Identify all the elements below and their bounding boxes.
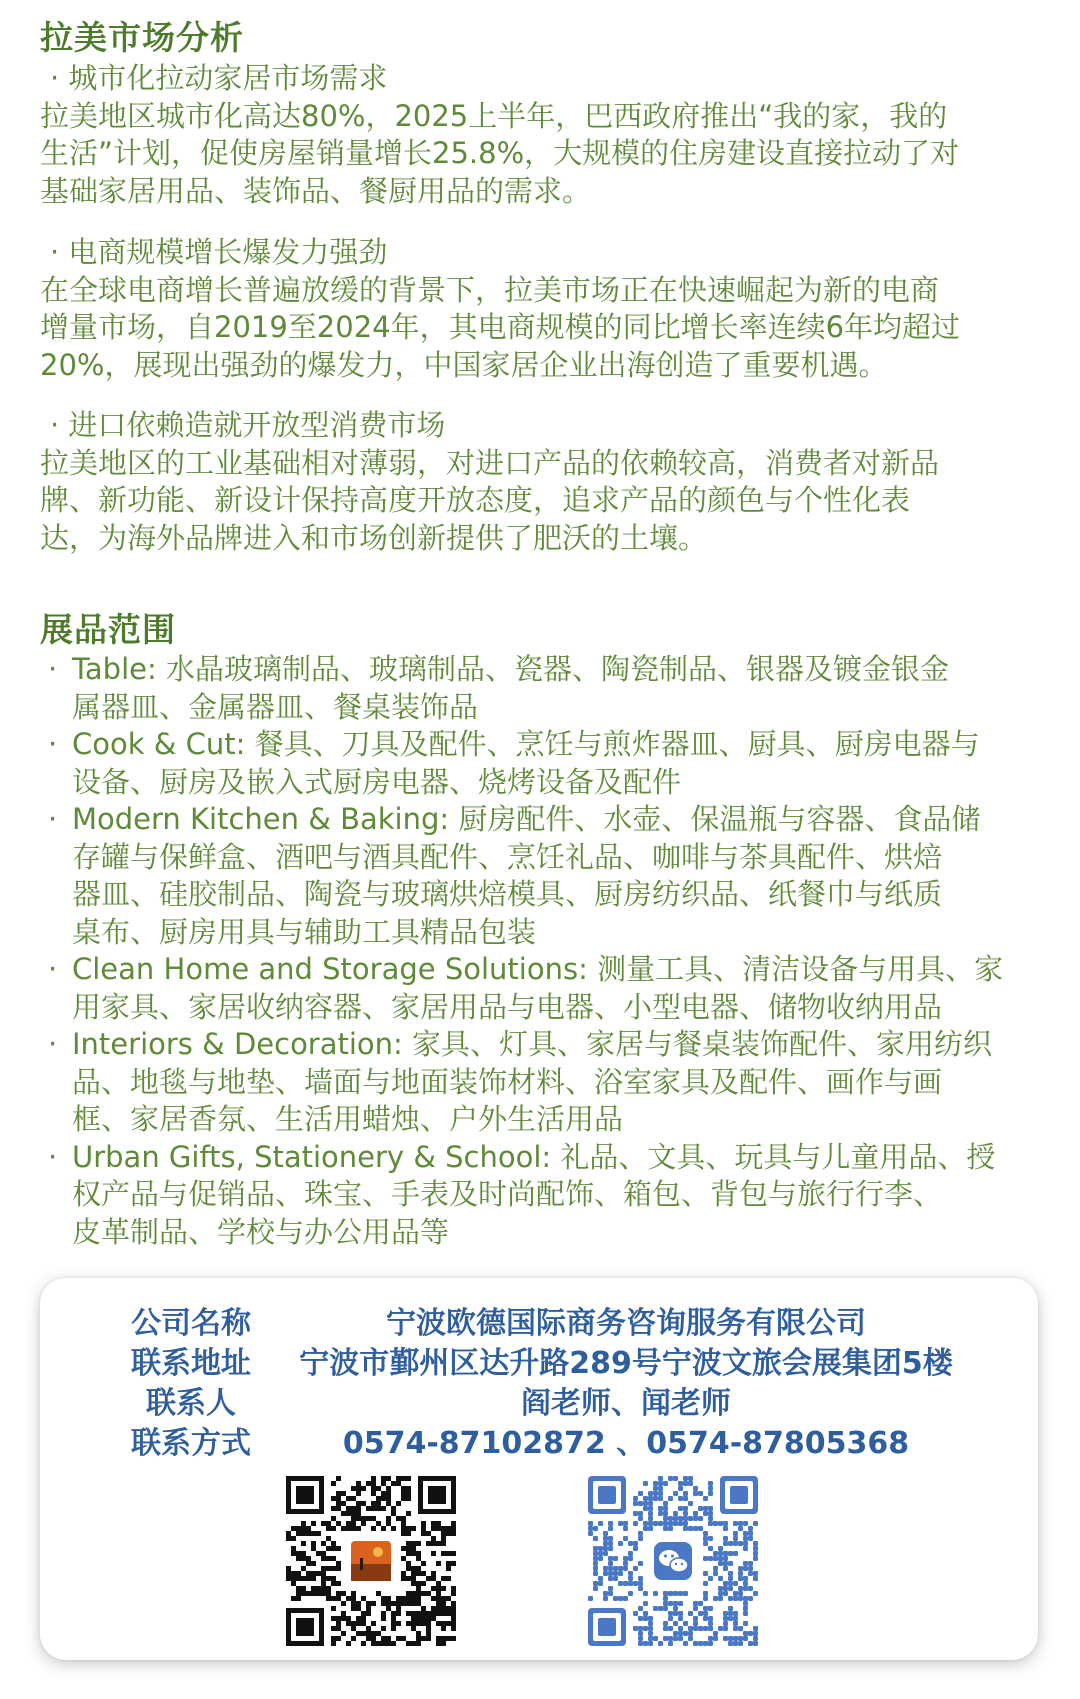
- market-point-line: 在全球电商增长普遍放缓的背景下，拉美市场正在快速崛起为新的电商: [40, 272, 940, 307]
- qr-code-icon[interactable]: [286, 1476, 456, 1646]
- bullet-dot: ·: [48, 652, 58, 686]
- exhibit-line: Interiors & Decoration: 家具、灯具、家居与餐桌装饰配件、家用纺织: [72, 1027, 993, 1061]
- market-point-imports: [40, 407, 1040, 557]
- exhibit-line: 皮革制品、学校与办公用品等: [72, 1214, 450, 1249]
- market-point-line: 基础家居用品、装饰品、餐厨用品的需求。: [40, 173, 592, 208]
- exhibit-line: 桌布、厨房用具与辅助工具精品包装: [72, 914, 537, 949]
- contact-card: [40, 1278, 1038, 1660]
- market-point-heading: · 进口依赖造就开放型消费市场: [50, 408, 446, 442]
- exhibit-line: 框、家居香氛、生活用蜡烛、户外生活用品: [72, 1102, 624, 1136]
- contact-label: 联系方式: [131, 1426, 251, 1461]
- exhibit-item-interiors: [40, 1026, 1040, 1139]
- wechat-icon: [651, 1539, 695, 1583]
- market-point-heading: · 城市化拉动家居市场需求: [50, 61, 388, 95]
- contact-label: 联系人: [146, 1386, 236, 1421]
- contact-label: 公司名称: [131, 1306, 251, 1341]
- market-point-urbanization: [40, 60, 1040, 210]
- contact-row-person: [40, 1378, 1038, 1421]
- market-point-line: 牌、新功能、新设计保持高度开放态度，追求产品的颜色与个性化表: [40, 483, 911, 517]
- exhibit-line: 权产品与促销品、珠宝、手表及时尚配饰、箱包、背包与旅行行李、: [72, 1177, 943, 1211]
- market-point-heading: · 电商规模增长爆发力强劲: [50, 235, 388, 269]
- qr-finder-top-right: [720, 1476, 758, 1514]
- contact-value: 宁波市鄞州区达升路289号宁波文旅会展集团5楼: [299, 1346, 953, 1381]
- contact-label: 联系地址: [131, 1346, 251, 1381]
- exhibit-line: Urban Gifts, Stationery & School: 礼品、文具、玩具与儿童用品、授: [72, 1139, 996, 1174]
- exhibits-list: [40, 651, 1040, 1251]
- market-point-line: 拉美地区的工业基础相对薄弱，对进口产品的依赖较高，消费者对新品: [40, 445, 940, 480]
- market-point-line: 20%，展现出强劲的爆发力，中国家居企业出海创造了重要机遇。: [40, 347, 888, 382]
- exhibit-line: 器皿、硅胶制品、陶瓷与玻璃烘焙模具、厨房纺织品、纸餐巾与纸质: [72, 877, 943, 911]
- qr-finder-top-left: [588, 1476, 626, 1514]
- bullet-dot: ·: [48, 727, 58, 761]
- qr-finder-bottom-left: [286, 1608, 324, 1646]
- exhibit-line: Table: 水晶玻璃制品、玻璃制品、瓷器、陶瓷制品、银器及镀金银金: [72, 652, 949, 686]
- contact-value: 0574-87102872 、0574-87805368: [342, 1426, 910, 1461]
- contact-value: 宁波欧德国际商务咨询服务有限公司: [386, 1306, 866, 1341]
- market-point-line: 生活”计划，促使房屋销量增长25.8%，大规模的住房建设直接拉动了对: [40, 136, 960, 170]
- contact-row-address: [40, 1338, 1038, 1381]
- exhibit-item-clean-home: [40, 951, 1040, 1026]
- exhibit-line: Cook & Cut: 餐具、刀具及配件、烹饪与煎炸器皿、厨具、厨房电器与: [72, 727, 980, 761]
- exhibit-line: 属器皿、金属器皿、餐桌装饰品: [72, 689, 479, 724]
- exhibit-line: Clean Home and Storage Solutions: 测量工具、清洁设备与用具、家: [72, 952, 1004, 986]
- exhibit-line: 品、地毯与地垫、墙面与地面装饰材料、浴室家具及配件、画作与画: [72, 1064, 943, 1099]
- market-section-title: 拉美市场分析: [40, 18, 244, 57]
- qr-finder-top-right: [418, 1476, 456, 1514]
- exhibit-item-table: [40, 651, 1040, 726]
- exhibit-item-cook-cut: [40, 726, 1040, 801]
- market-point-line: 达，为海外品牌进入和市场创新提供了肥沃的土壤。: [40, 520, 708, 555]
- market-point-line: 拉美地区城市化高达80%，2025上半年，巴西政府推出“我的家，我的: [40, 98, 948, 133]
- bullet-dot: ·: [48, 1027, 58, 1061]
- bullet-dot: ·: [48, 952, 58, 986]
- wechat-qr-code-icon[interactable]: [588, 1476, 758, 1646]
- exhibit-line: Modern Kitchen & Baking: 厨房配件、水壶、保温瓶与容器、食品储: [72, 802, 981, 836]
- contact-value: 阎老师、闻老师: [521, 1386, 731, 1421]
- exhibit-line: 存罐与保鲜盒、酒吧与酒具配件、烹饪礼品、咖啡与茶具配件、烘焙: [72, 839, 943, 874]
- exhibit-item-urban-gifts: [40, 1139, 1040, 1252]
- contact-row-company: [40, 1298, 1038, 1341]
- orange-photo-logo-icon: [348, 1538, 394, 1584]
- exhibit-line: 用家具、家居收纳容器、家居用品与电器、小型电器、储物收纳用品: [72, 989, 943, 1024]
- bullet-dot: ·: [48, 802, 58, 836]
- qr-finder-bottom-left: [588, 1608, 626, 1646]
- market-point-ecommerce: [40, 234, 1040, 384]
- exhibit-line: 设备、厨房及嵌入式厨房电器、烧烤设备及配件: [72, 764, 682, 799]
- contact-row-phone: [40, 1418, 1038, 1461]
- exhibit-item-modern-kitchen: [40, 801, 1040, 951]
- bullet-dot: ·: [48, 1139, 58, 1174]
- qr-finder-top-left: [286, 1476, 324, 1514]
- exhibits-section-title: 展品范围: [40, 610, 176, 649]
- market-point-line: 增量市场，自2019至2024年，其电商规模的同比增长率连续6年均超过: [40, 310, 961, 344]
